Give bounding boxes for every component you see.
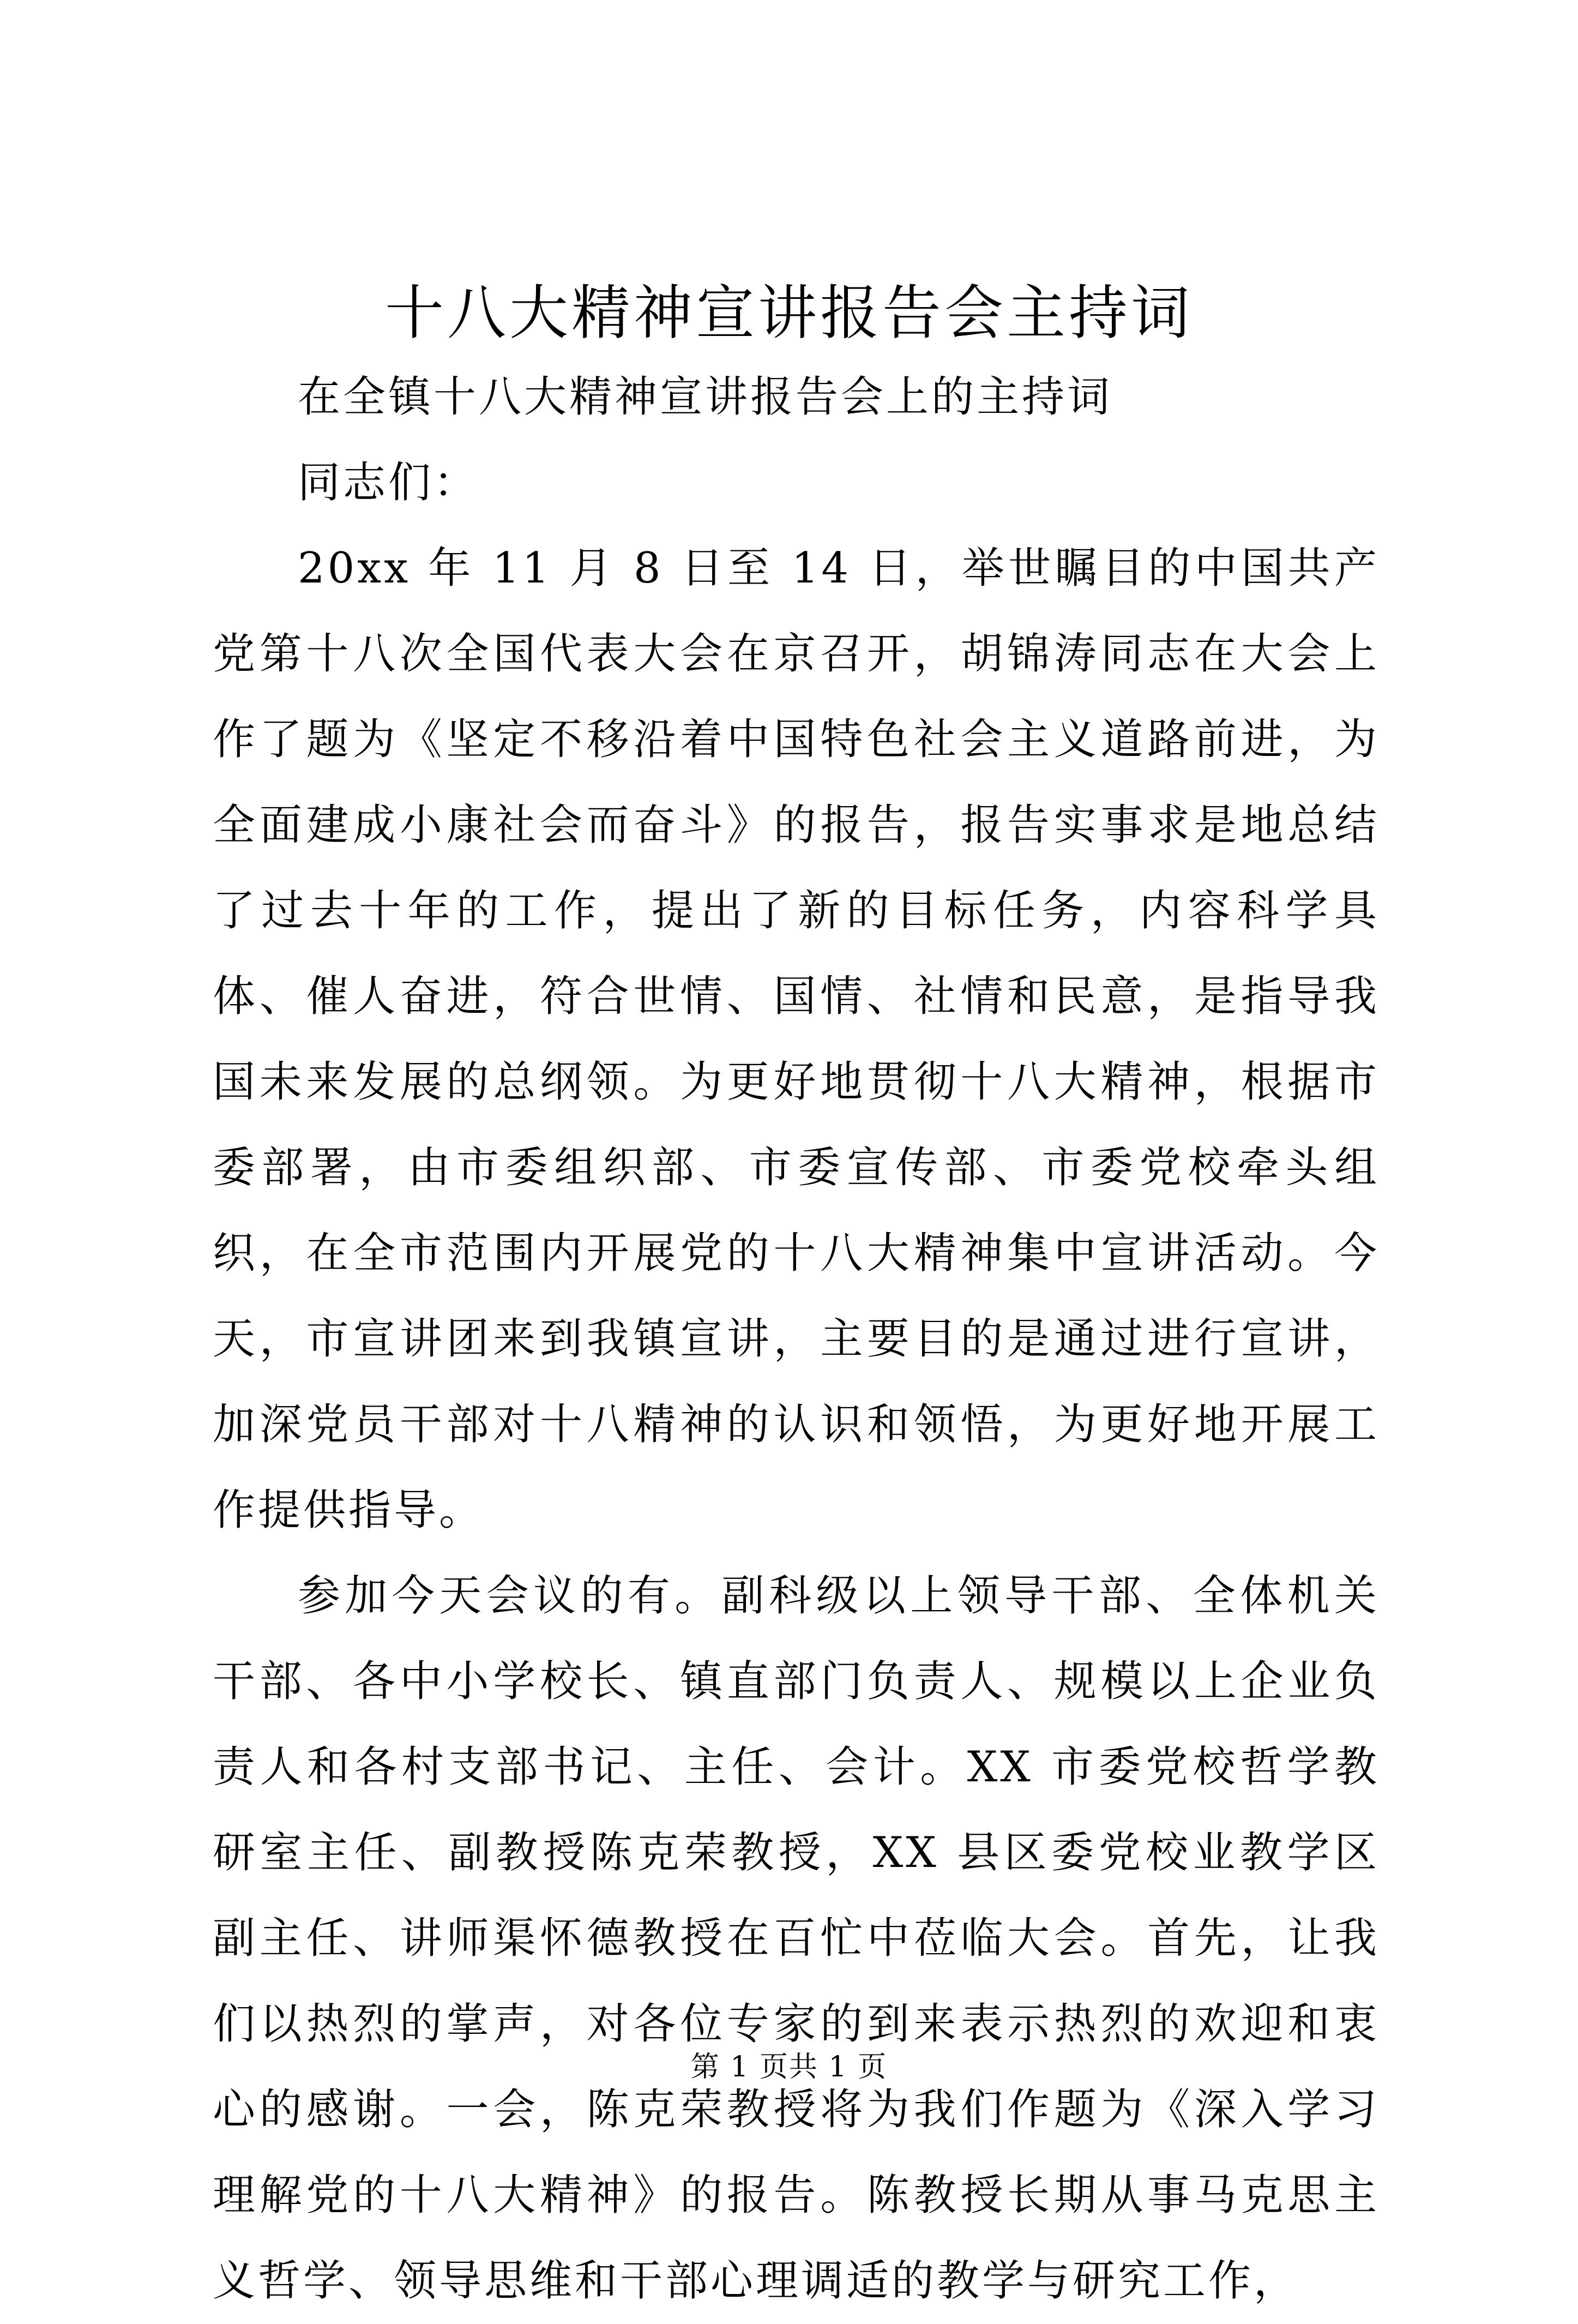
- subtitle-paragraph: 在全镇十八大精神宣讲报告会上的主持词: [298, 373, 1113, 422]
- document-body: [213, 355, 1380, 2324]
- salutation-paragraph: 同志们：: [298, 458, 479, 507]
- page-footer: [0, 2048, 1578, 2086]
- page-total: 共 1 页: [789, 2051, 888, 2083]
- body-paragraph: 20xx 年 11 月 8 日至 14 日，举世瞩目的中国共产党第十八次全国代表大会在京召开，胡锦涛同志在大会上作了题为《坚定不移沿着中国特色社会主义道路前进，为全面建成小康社会而奋斗》的报告，报告实事求是地总结了过去十年的工作，提出了新的目标任务，内容科学具体、催人奋进，符合世情、国情、社情和民意，是指导我国未来发展的总纲领。为更好地贯彻十八大精神，根据市委部署，由市委组织部、市委宣传部、市委党校牵头组织，在全市范围内开展党的十八大精神集中宣讲活动。今天，市宣讲团来到我镇宣讲，主要目的是通过进行宣讲，加深党员干部对十八精神的认识和领悟，为更好地开展工作提供指导。: [213, 544, 1380, 1535]
- page-number: 第 1 页: [690, 2051, 789, 2083]
- body-paragraph: 参加今天会议的有。副科级以上领导干部、全体机关干部、各中小学校长、镇直部门负责人、规模以上企业负责人和各村支部书记、主任、会计。XX 市委党校哲学教研室主任、副教授陈克荣教授，XX 县区委党校业教学区副主任、讲师渠怀德教授在百忙中莅临大会。首先，让我们以热烈的掌声，对各位专家的到来表示热烈的欢迎和衷心的感谢。一会，陈克荣教授将为我们作题为《深入学习理解党的十八大精神》的报告。陈教授长期从事马克思主义哲学、领导思维和干部心理调适的教学与研究工作，: [213, 1571, 1380, 2305]
- document-title: 十八大精神宣讲报告会主持词: [384, 279, 1193, 347]
